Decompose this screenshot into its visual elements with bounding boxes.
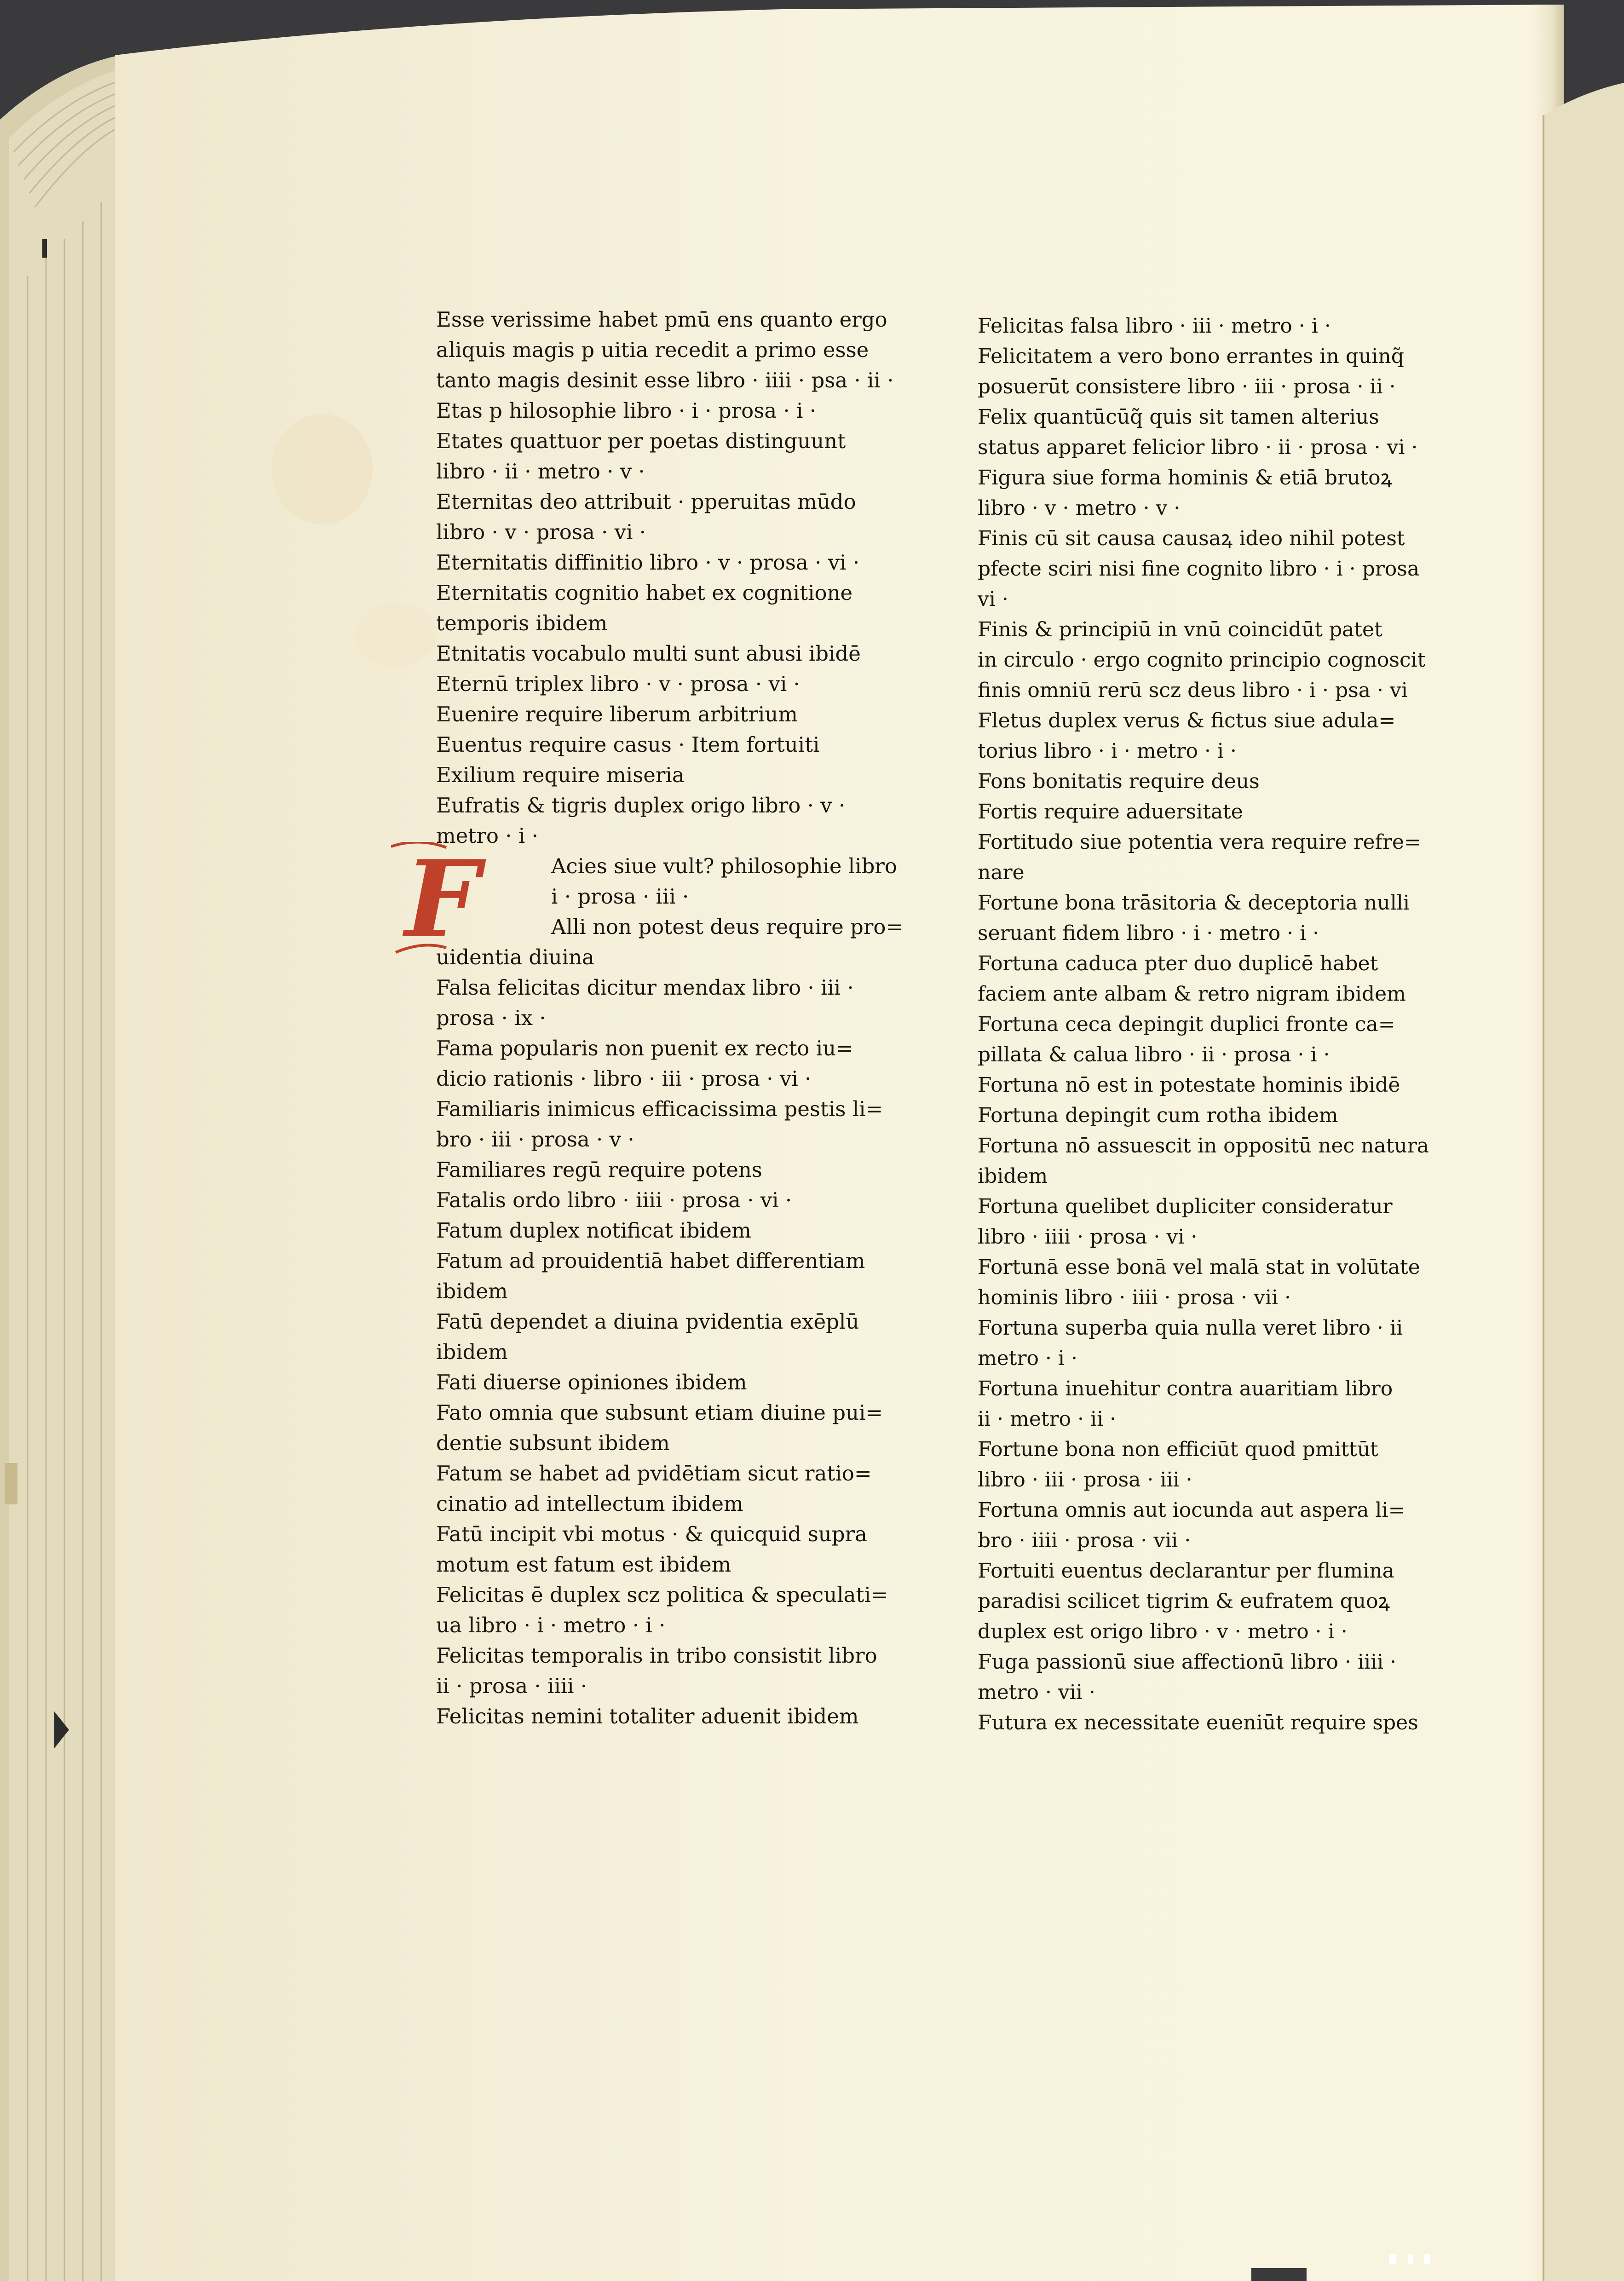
entry-line: finis omniū rerū scz deus libro · i · psa · vi	[978, 679, 1408, 702]
entry-line: prosa · ix ·	[436, 1006, 546, 1030]
entry-line: Familiares regū require potens	[436, 1158, 762, 1182]
bottom-tab	[1251, 2268, 1307, 2281]
entry-line: libro · v · metro · v ·	[978, 496, 1181, 520]
entry-line: Etnitatis vocabulo multi sunt abusi ibidē	[436, 641, 861, 666]
stain	[354, 603, 437, 667]
entry-line: Fatum ad prouidentiā habet differentiam	[436, 1249, 865, 1273]
entry-line: Eternū triplex libro · v · prosa · vi ·	[436, 672, 800, 696]
entry-line: metro · i ·	[436, 824, 538, 848]
entry-line: Exilium require miseria	[436, 763, 685, 787]
entry-line: Fortuiti euentus declarantur per flumina	[978, 1559, 1394, 1583]
entry-line: Fortuna depingit cum rotha ibidem	[978, 1104, 1338, 1127]
entry-line: Felix quantūcūq̃ quis sit tamen alterius	[978, 405, 1379, 429]
entry-line: faciem ante albam & retro nigram ibidem	[978, 982, 1406, 1006]
entry-line: paradisi scilicet tigrim & eufratem quoꝝ	[978, 1590, 1390, 1613]
entry-line: libro · iiii · prosa · vi ·	[978, 1225, 1198, 1249]
entry-line: torius libro · i · metro · i ·	[978, 739, 1237, 763]
entry-line: nare	[978, 861, 1025, 884]
entry-line: Futura ex necessitate eueniūt require spes	[978, 1711, 1418, 1734]
entry-line: Fortuna nō est in potestate hominis ibidē	[978, 1073, 1400, 1097]
entry-line: dentie subsunt ibidem	[436, 1431, 670, 1455]
entry-line: ua libro · i · metro · i ·	[436, 1613, 666, 1637]
entry-line: Felicitas falsa libro · iii · metro · i ·	[978, 314, 1331, 338]
entry-line: Euenire require liberum arbitrium	[436, 702, 798, 726]
entry-line: Etates quattuor per poetas distinguunt	[436, 429, 846, 453]
entry-line: Fortuna nō assuescit in oppositū nec natura	[978, 1134, 1429, 1158]
entry-line: Fatū incipit vbi motus · & quicquid supra	[436, 1522, 867, 1546]
entry-line: Felicitatem a vero bono errantes in quinq̃	[978, 345, 1404, 368]
entry-line: libro · iii · prosa · iii ·	[978, 1468, 1192, 1492]
right-column	[978, 311, 1429, 1738]
entry-line: ii · metro · ii ·	[978, 1407, 1117, 1431]
entry-line: Fama popularis non puenit ex recto iu=	[436, 1036, 853, 1060]
page-corner-marks	[1389, 2254, 1430, 2264]
entry-line: Eternitatis diffinitio libro · v · prosa · vi ·	[436, 550, 860, 575]
entry-line: bro · iii · prosa · v ·	[436, 1127, 634, 1152]
entry-line: bro · iiii · prosa · vii ·	[978, 1529, 1191, 1552]
entry-line: seruant fidem libro · i · metro · i ·	[978, 922, 1319, 945]
entry-line: Felicitas temporalis in tribo consistit libro	[436, 1643, 877, 1668]
entry-line: ibidem	[436, 1340, 508, 1364]
entry-line: tanto magis desinit esse libro · iiii · psa · ii ·	[436, 368, 894, 392]
entry-line: i · prosa · iii ·	[551, 884, 689, 909]
entry-line: ibidem	[978, 1164, 1048, 1188]
entry-line: cinatio ad intellectum ibidem	[436, 1492, 743, 1516]
entry-line: metro · vii ·	[978, 1681, 1095, 1704]
entry-line: Fortuna inuehitur contra auaritiam libro	[978, 1377, 1393, 1400]
entry-line: in circulo · ergo cognito principio cognoscit	[978, 648, 1426, 672]
entry-line: Fatū dependet a diuina pvidentia exēplū	[436, 1309, 859, 1334]
entry-line: Figura siue forma hominis & etiā brutoꝝ	[978, 466, 1393, 490]
entry-line: motum est fatum est ibidem	[436, 1552, 731, 1577]
entry-line: libro · v · prosa · vi ·	[436, 520, 646, 544]
next-page-edge	[1543, 83, 1624, 2281]
entry-line: Fato omnia que subsunt etiam diuine pui=	[436, 1400, 883, 1425]
entry-line: Fati diuerse opiniones ibidem	[436, 1370, 747, 1394]
entry-line: Eternitas deo attribuit · pperuitas mūdo	[436, 490, 856, 514]
entry-line: Felicitas ē duplex scz politica & speculati=	[436, 1583, 888, 1607]
entry-line: Acies siue vult? philosophie libro	[551, 854, 897, 878]
entry-line: status apparet felicior libro · ii · prosa · vi ·	[978, 436, 1418, 459]
entry-line: Falsa felicitas dicitur mendax libro · iii ·	[436, 975, 854, 1000]
entry-line: temporis ibidem	[436, 611, 608, 635]
entry-line: Euentus require casus · Item fortuiti	[436, 732, 820, 757]
entry-line: Fatum se habet ad pvidētiam sicut ratio=	[436, 1461, 872, 1486]
entry-line: Fortuna superba quia nulla veret libro · ii	[978, 1316, 1403, 1340]
entry-line: Fortis require aduersitate	[978, 800, 1243, 824]
entry-line: Fuga passionū siue affectionū libro · iiii ·	[978, 1650, 1397, 1674]
entry-line: Eufratis & tigris duplex origo libro · v ·	[436, 793, 846, 818]
entry-line: libro · ii · metro · v ·	[436, 459, 645, 484]
entry-line: Eternitatis cognitio habet ex cognitione	[436, 581, 853, 605]
entry-line: pfecte sciri nisi fine cognito libro · i · prosa	[978, 557, 1420, 581]
entry-line: uidentia diuina	[436, 945, 594, 969]
entry-line: Fletus duplex verus & fictus siue adula=	[978, 709, 1396, 732]
entry-line: dicio rationis · libro · iii · prosa · vi ·	[436, 1066, 812, 1091]
entry-line: Alli non potest deus require pro=	[551, 915, 904, 939]
entry-line: Finis & principiū in vnū coincidūt patet	[978, 618, 1382, 641]
rubricated-initial: F	[405, 837, 480, 962]
entry-line: ibidem	[436, 1279, 508, 1303]
entry-line: Fortunā esse bonā vel malā stat in volūtate	[978, 1256, 1420, 1279]
entry-line: Fatalis ordo libro · iiii · prosa · vi ·	[436, 1188, 792, 1212]
entry-line: Fortune bona trāsitoria & deceptoria nulli	[978, 891, 1410, 915]
entry-line: vi ·	[978, 588, 1008, 611]
entry-line: Fortitudo siue potentia vera require refre=	[978, 830, 1421, 854]
page-edges-left	[0, 55, 121, 2281]
entry-line: posuerūt consistere libro · iii · prosa · ii ·	[978, 375, 1396, 398]
entry-line: Fortuna quelibet dupliciter consideratur	[978, 1195, 1393, 1218]
entry-line: Felicitas nemini totaliter aduenit ibidem	[436, 1704, 859, 1728]
entry-line: Fons bonitatis require deus	[978, 770, 1260, 793]
entry-line: Familiaris inimicus efficacissima pestis li=	[436, 1097, 883, 1121]
entry-line: Finis cū sit causa causaꝝ ideo nihil potest	[978, 527, 1405, 550]
entry-line: hominis libro · iiii · prosa · vii ·	[978, 1286, 1291, 1309]
entry-line: metro · i ·	[978, 1347, 1077, 1370]
entry-line: aliquis magis p uitia recedit a primo esse	[436, 338, 869, 362]
entry-line: Etas p hilosophie libro · i · prosa · i ·	[436, 398, 817, 423]
entry-line: pillata & calua libro · ii · prosa · i ·	[978, 1043, 1330, 1066]
entry-line: duplex est origo libro · v · metro · i ·	[978, 1620, 1348, 1643]
entry-line: Fortuna caduca pter duo duplicē habet	[978, 952, 1378, 975]
entry-line: Fatum duplex notificat ibidem	[436, 1218, 752, 1243]
entry-line: Esse verissime habet pmū ens quanto ergo	[436, 307, 887, 332]
entry-line: ii · prosa · iiii ·	[436, 1674, 587, 1698]
left-column	[436, 305, 903, 1732]
entry-line: Fortuna ceca depingit duplici fronte ca=	[978, 1013, 1395, 1036]
entry-line: Fortuna omnis aut iocunda aut aspera li=	[978, 1498, 1405, 1522]
stain	[271, 414, 373, 524]
entry-line: Fortune bona non efficiūt quod pmittūt	[978, 1438, 1378, 1461]
